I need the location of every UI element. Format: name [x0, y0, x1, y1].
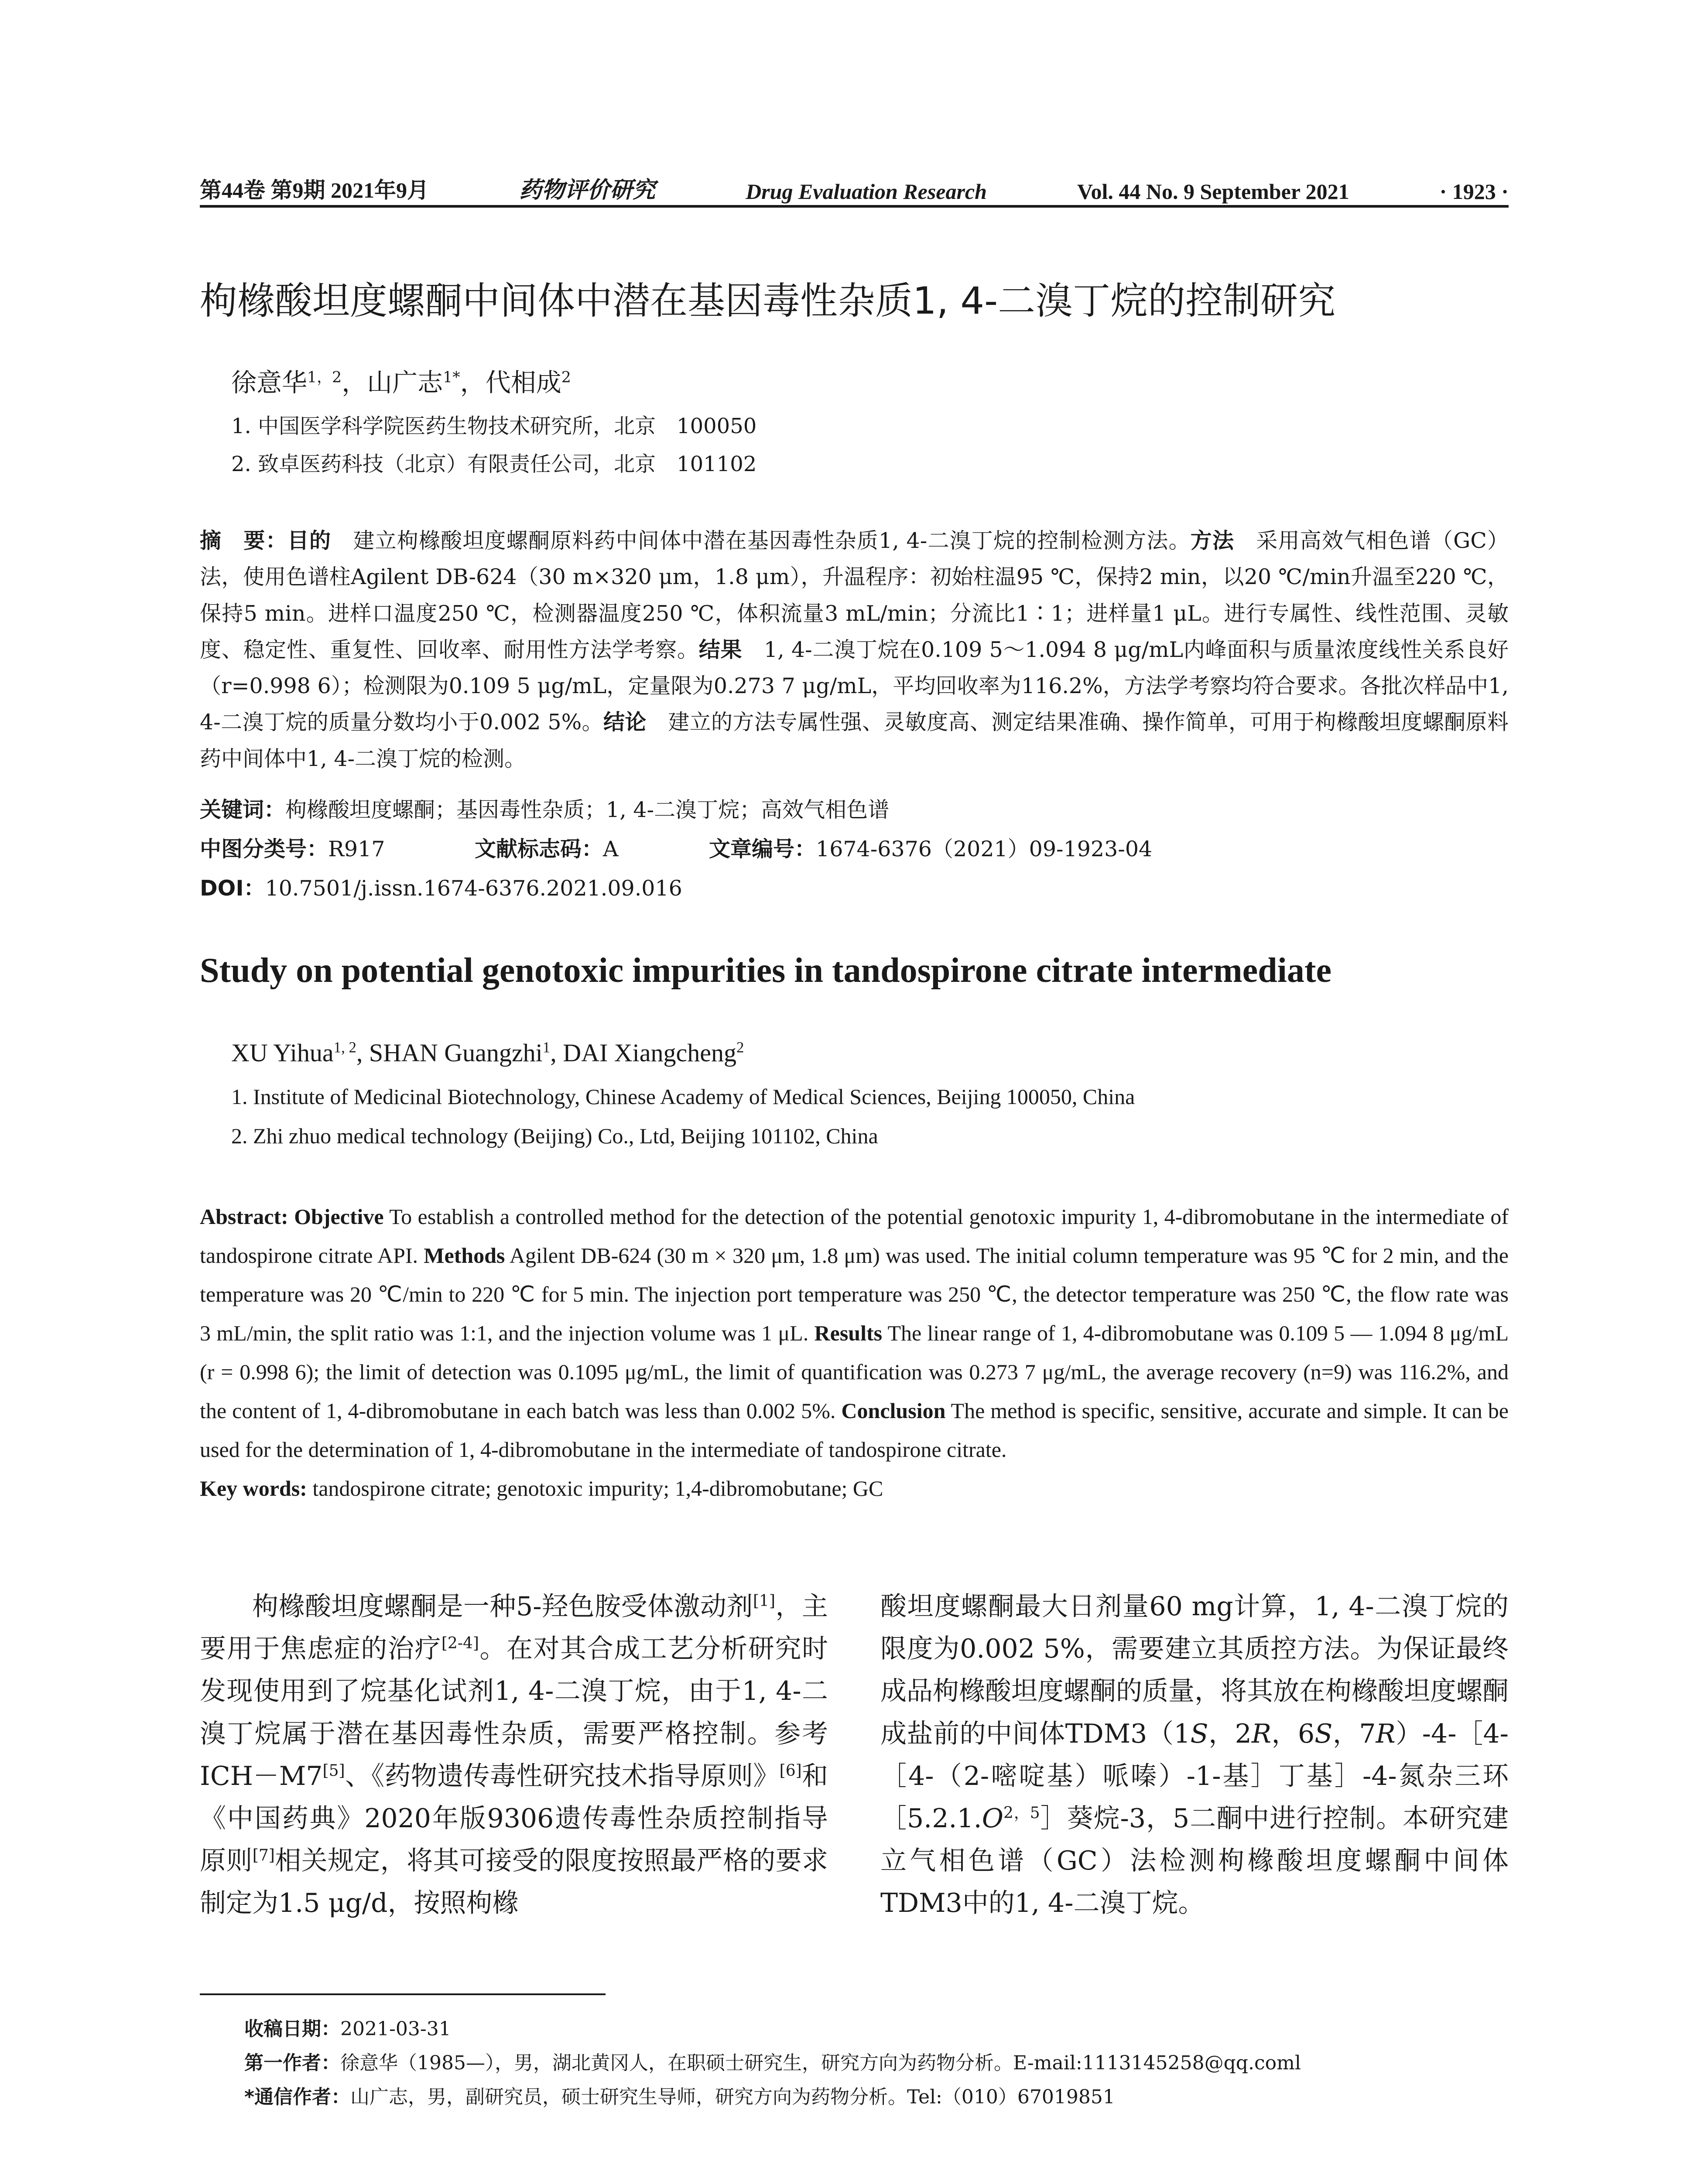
- clc-number: [200, 832, 385, 863]
- author-en-1-affil: 1, 2: [333, 1039, 356, 1056]
- conclusion-label-en: Conclusion: [841, 1398, 946, 1423]
- authors-en: [231, 1038, 744, 1067]
- body-left-text-1: 枸橼酸坦度螺酮是一种5-羟色胺受体激动剂: [252, 1591, 753, 1622]
- author-sep: ，: [460, 368, 486, 397]
- result-label-en: Results: [814, 1321, 883, 1345]
- body-left-text-2: ，主要用于焦虑症的治疗: [200, 1591, 828, 1665]
- doi-value[interactable]: 10.7501/j.issn.1674-6376.2021.09.016: [265, 876, 682, 901]
- author-3: 代相成: [485, 368, 561, 397]
- oxygen-symbol: O: [982, 1803, 1003, 1834]
- citation-ref[interactable]: [5]: [322, 1761, 345, 1780]
- body-right-text-2: ）-4-［4-［4-（2-嘧啶基）哌嗪）-1-基］丁基］-4-氮杂三环［5.2.1.: [880, 1718, 1509, 1834]
- stereo-descriptor: S: [1190, 1718, 1208, 1749]
- keywords-en-text: tandospirone citrate; genotoxic impurity; 1,4-dibromobutane; GC: [312, 1476, 883, 1501]
- abstract-en-label: Abstract:: [200, 1204, 288, 1229]
- article-number: [709, 832, 1152, 863]
- received-date: 2021-03-31: [340, 2018, 451, 2040]
- body-left-text-3: 。在对其合成工艺分析研究时发现使用到了烷基化试剂1, 4-二溴丁烷，由于1, 4-二溴丁烷属于潜在基因毒性杂质，需要严格控制。参考ICH－M7: [200, 1634, 828, 1791]
- author-en-3-affil: 2: [736, 1039, 744, 1056]
- clc-label: 中图分类号：: [200, 837, 329, 861]
- author-en-2: , SHAN Guangzhi: [356, 1039, 543, 1067]
- doc-code-label: 文献标志码：: [475, 837, 603, 861]
- journal-name-cn: 药物评价研究: [519, 177, 656, 203]
- conclusion-text-cn: 建立的方法专属性强、灵敏度高、测定结果准确、操作简单，可用于枸橼酸坦度螺酮原料药中间体中1, 4-二溴丁烷的检测。: [200, 710, 1509, 771]
- author-en-3: , DAI Xiangcheng: [550, 1039, 737, 1067]
- body-left-text-5: 和《中国药典》2020年版9306遗传毒性杂质控制指导原则: [200, 1761, 828, 1877]
- author-2-affil: 1*: [443, 369, 460, 386]
- author-en-2-affil: 1: [542, 1039, 551, 1056]
- body-column-right: [880, 1586, 1509, 1925]
- author-en-1: XU Yihua: [231, 1039, 334, 1067]
- stereo-sep: ，7: [1332, 1718, 1376, 1749]
- article-number-value: 1674-6376（2021）09-1923-04: [816, 837, 1153, 861]
- method-label-cn: 方法: [1190, 528, 1235, 553]
- title-cn: 枸橼酸坦度螺酮中间体中潜在基因毒性杂质1, 4-二溴丁烷的控制研究: [200, 279, 1336, 323]
- title-en: Study on potential genotoxic impurities in tandospirone citrate intermediate: [200, 951, 1331, 990]
- journal-name-en: Drug Evaluation Research: [746, 179, 987, 204]
- objective-label-cn: 目的: [287, 528, 332, 553]
- stereo-descriptor: R: [1251, 1718, 1272, 1749]
- doi-label: DOI：: [200, 876, 265, 901]
- body-left-text-4: 、《药物遗传毒性研究技术指导原则》: [345, 1761, 780, 1791]
- first-author-label: 第一作者：: [244, 2052, 340, 2074]
- conclusion-text-en: The method is specific, sensitive, accurate and simple. It can be used for the determination of 1, 4-dibromobutane in the intermediate of tandospirone citrate.: [200, 1398, 1509, 1462]
- keywords-en-label: Key words:: [200, 1476, 307, 1501]
- body-right-text-1: 酸坦度螺酮最大日剂量60 mg计算，1, 4-二溴丁烷的限度为0.002 5%，需要建立其质控方法。为保证最终成品枸橼酸坦度螺酮的质量，将其放在枸橼酸坦度螺酮成盐前的中间体TDM3（1: [880, 1591, 1509, 1749]
- header-rule: [200, 205, 1509, 208]
- result-label-cn: 结果: [698, 637, 743, 662]
- document-code: [475, 832, 618, 863]
- author-3-affil: 2: [561, 369, 571, 386]
- running-header: [200, 165, 1509, 204]
- citation-ref[interactable]: [7]: [252, 1846, 275, 1865]
- author-2: 山广志: [367, 368, 443, 397]
- method-label-en: Methods: [424, 1243, 505, 1268]
- keywords-cn-label: 关键词：: [200, 797, 286, 822]
- objective-label-en: Objective: [294, 1204, 384, 1229]
- conclusion-label-cn: 结论: [603, 710, 647, 735]
- first-author-info: 徐意华（1985—），男，湖北黄冈人，在职硕士研究生，研究方向为药物分析。E-mail:1113145258@qq.coml: [340, 2052, 1301, 2074]
- result-text-en: The linear range of 1, 4-dibromobutane was 0.109 5 — 1.094 8 μg/mL (r = 0.998 6); the limit of detection was 0.1095 μg/mL, the limit of quantification was 0.273 7 μg/mL, the average recovery (n=9) was 116.2%, and the content of 1, 4-dibromobutane in each batch was less than 0.002 5%.: [200, 1321, 1509, 1423]
- body-right-text-3: ］葵烷-3，5二酮中进行控制。本研究建立气相色谱（GC）法检测枸橼酸坦度螺酮中间体TDM3中的1, 4-二溴丁烷。: [880, 1803, 1509, 1919]
- method-text-cn: 采用高效气相色谱（GC）法，使用色谱柱Agilent DB-624（30 m×320 μm，1.8 μm），升温程序：初始柱温95 ℃，保持2 min，以20 ℃/min升温至220 ℃，保持5 min。进样口温度250 ℃，检测器温度250 ℃，体积流量3 mL/min；分流比1∶1；进样量1 μL。进行专属性、线性范围、灵敏度、稳定性、重复性、回收率、耐用性方法学考察。: [200, 528, 1509, 662]
- affiliation-en-2: 2. Zhi zhuo medical technology (Beijing) Co., Ltd, Beijing 101102, China: [231, 1124, 878, 1148]
- stereo-descriptor: S: [1314, 1718, 1333, 1749]
- author-sep: ，: [342, 368, 367, 397]
- doc-code-value: A: [603, 837, 619, 861]
- doi: [200, 872, 682, 902]
- stereo-descriptor: R: [1376, 1718, 1396, 1749]
- stereo-sep: ，6: [1271, 1718, 1315, 1749]
- objective-text-en: To establish a controlled method for the detection of the potential genotoxic impurity 1, 4-dibromobutane in the intermediate of tandospirone citrate API.: [200, 1204, 1509, 1268]
- corresponding-label: *通信作者：: [244, 2086, 351, 2108]
- author-1-affil: 1，2: [307, 369, 342, 386]
- citation-ref[interactable]: [6]: [779, 1761, 802, 1780]
- body-left-text-6: 相关规定，将其可接受的限度按照最严格的要求制定为1.5 μg/d，按照枸橼: [200, 1846, 828, 1919]
- abstract-cn-label: 摘 要：: [200, 528, 288, 553]
- abstract-en: [200, 1197, 1509, 1508]
- footnote-received: [244, 2013, 451, 2041]
- article-number-label: 文章编号：: [709, 837, 816, 861]
- page-number: · 1923 ·: [1439, 179, 1509, 204]
- affiliation-en-1: 1. Institute of Medicinal Biotechnology, Chinese Academy of Medical Sciences, Beijing 100050, China: [231, 1084, 1135, 1109]
- affiliation-cn-1: 1. 中国医学科学院医药生物技术研究所，北京 100050: [231, 414, 757, 438]
- citation-ref[interactable]: [1]: [753, 1592, 775, 1610]
- clc-value: R917: [328, 837, 385, 861]
- affiliation-cn-2: 2. 致卓医药科技（北京）有限责任公司，北京 101102: [231, 452, 757, 476]
- objective-text-cn: 建立枸橼酸坦度螺酮原料药中间体中潜在基因毒性杂质1, 4-二溴丁烷的控制检测方法。: [353, 528, 1191, 553]
- footnote-rule: [200, 1993, 606, 1995]
- issue-cn: 第44卷 第9期 2021年9月: [200, 178, 429, 202]
- keywords-cn-text: 枸橼酸坦度螺酮；基因毒性杂质；1, 4-二溴丁烷；高效气相色谱: [285, 797, 890, 822]
- body-column-left: [200, 1586, 828, 1925]
- author-1: 徐意华: [231, 368, 308, 397]
- result-text-cn: 1, 4-二溴丁烷在0.109 5～1.094 8 μg/mL内峰面积与质量浓度线性关系良好（r=0.998 6）；检测限为0.109 5 μg/mL，定量限为0.273 7 μg/mL，平均回收率为116.2%，方法学考察均符合要求。各批次样品中1, 4-二溴丁烷的质量分数均小于0.002 5%。: [200, 637, 1509, 735]
- abstract-cn: [200, 523, 1509, 777]
- corresponding-info: 山广志，男，副研究员，硕士研究生导师，研究方向为药物分析。Tel:（010）67019851: [350, 2086, 1115, 2108]
- authors-cn: [231, 362, 571, 399]
- issue-en: Vol. 44 No. 9 September 2021: [1077, 179, 1349, 204]
- received-label: 收稿日期：: [244, 2018, 340, 2040]
- footnote-first-author: [244, 2047, 1301, 2075]
- stereo-sep: ，2: [1208, 1718, 1252, 1749]
- oxygen-locants: 2，5: [1003, 1804, 1040, 1822]
- footnote-corresponding: [244, 2081, 1115, 2109]
- method-text-en: Agilent DB-624 (30 m × 320 μm, 1.8 μm) was used. The initial column temperature was 95 ℃ for 2 min, and the temperature was 20 ℃/min to 220 ℃ for 5 min. The injection port temperature was 250 ℃, the detector temperature was 250 ℃, the flow rate was 3 mL/min, the split ratio was 1:1, and the injection volume was 1 μL.: [200, 1243, 1509, 1345]
- keywords-cn: [200, 793, 889, 824]
- citation-ref[interactable]: [2-4]: [441, 1634, 479, 1653]
